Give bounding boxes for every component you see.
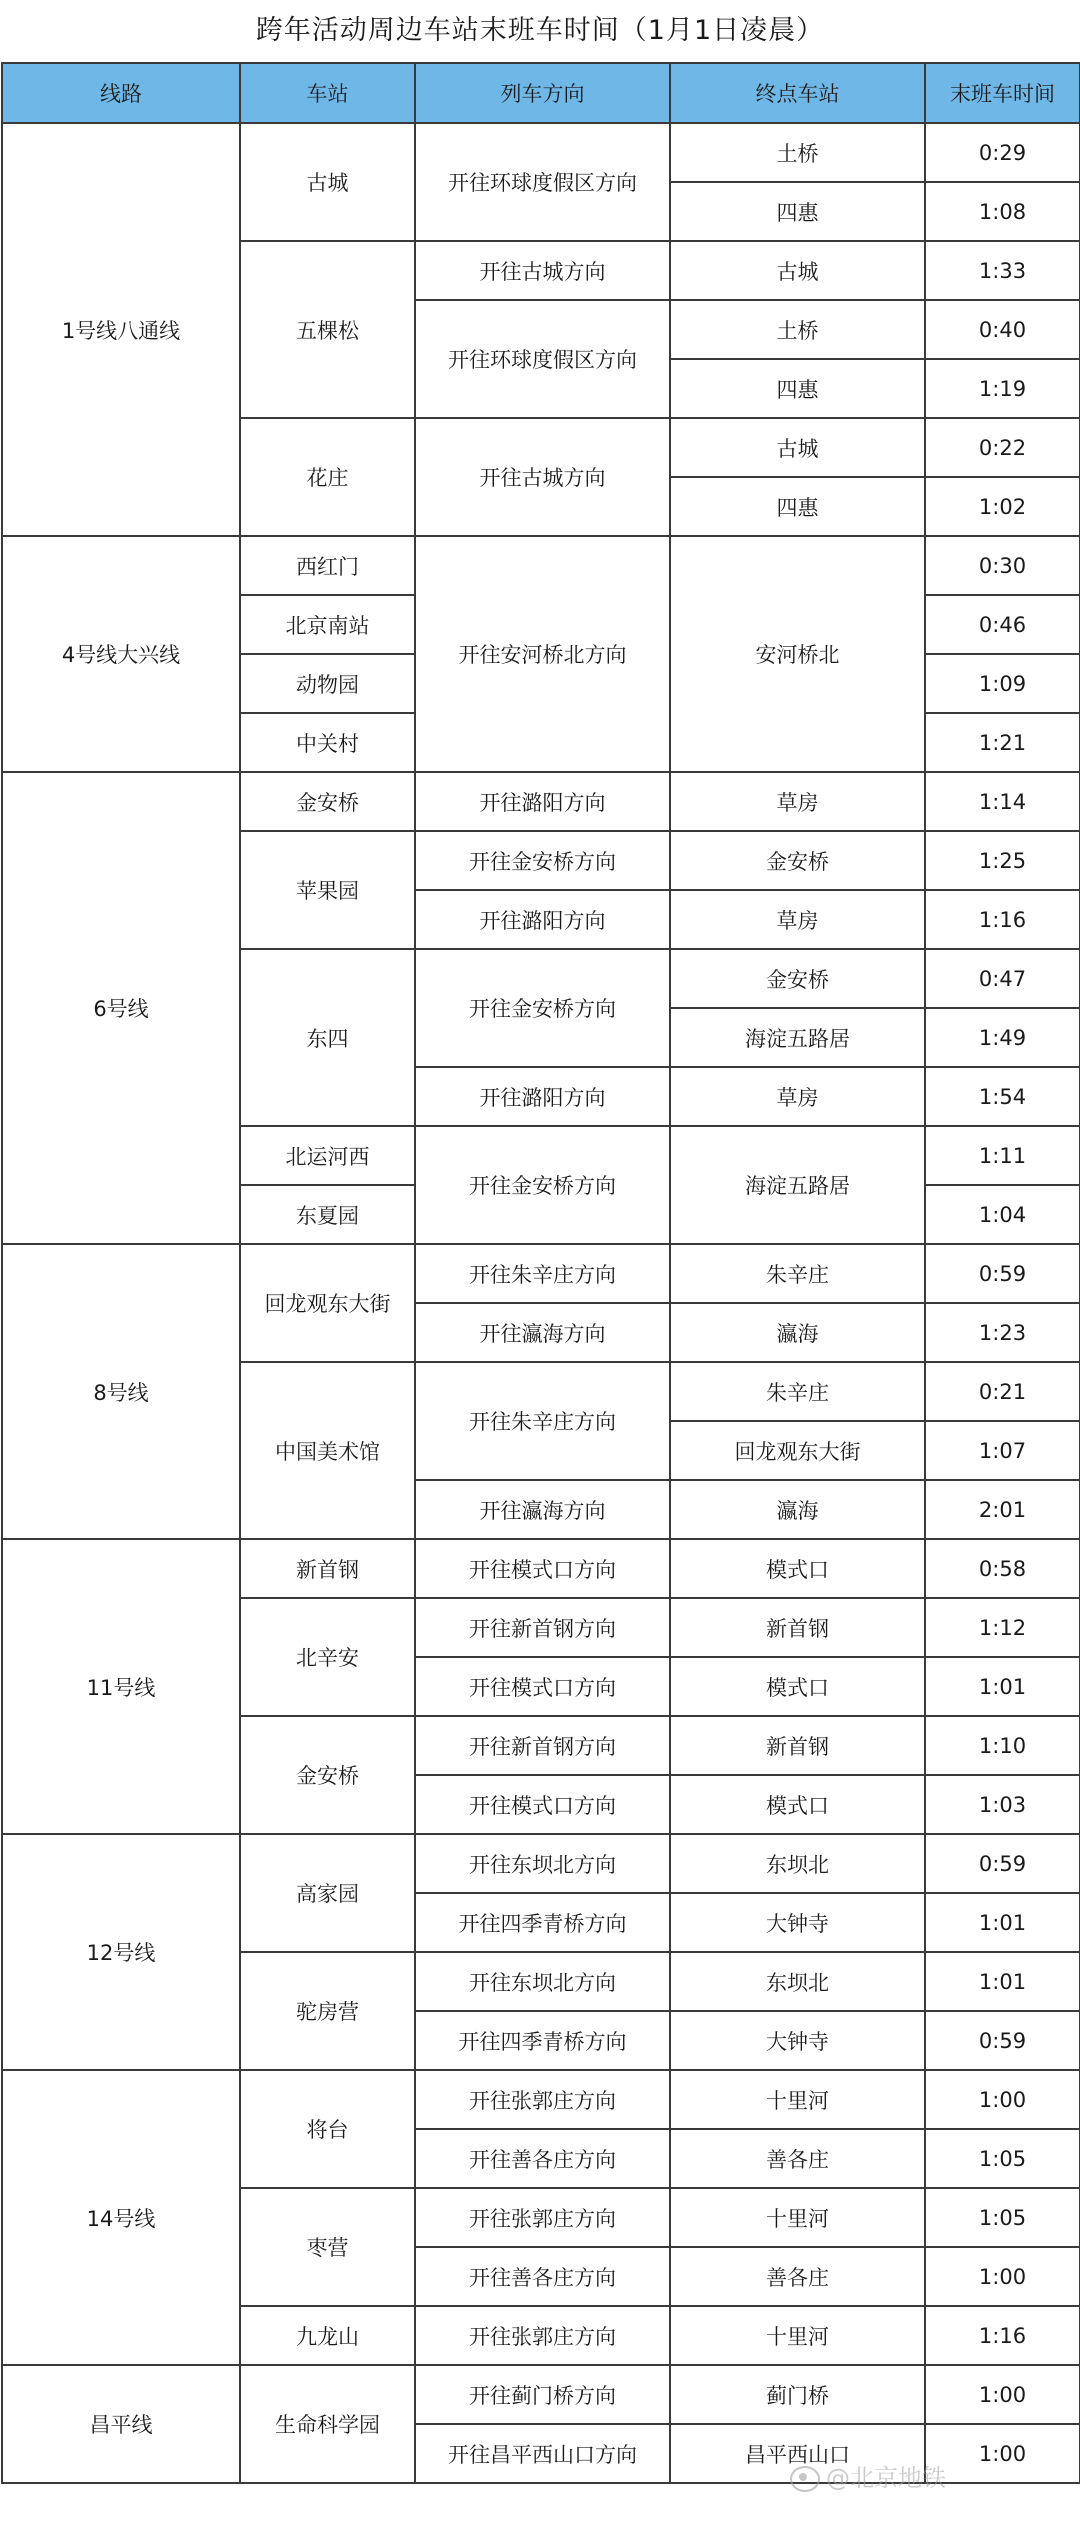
terminal-station: 古城 bbox=[670, 418, 925, 477]
station-name: 花庄 bbox=[240, 418, 415, 536]
header-row bbox=[2, 63, 1080, 123]
train-direction: 开往四季青桥方向 bbox=[415, 1893, 670, 1952]
terminal-station: 古城 bbox=[670, 241, 925, 300]
timetable-body bbox=[2, 123, 1080, 2483]
last-train-time: 1:00 bbox=[925, 2365, 1080, 2424]
train-direction: 开往新首钢方向 bbox=[415, 1598, 670, 1657]
last-train-time: 1:16 bbox=[925, 2306, 1080, 2365]
train-direction: 开往张郭庄方向 bbox=[415, 2306, 670, 2365]
station-name: 生命科学园 bbox=[240, 2365, 415, 2483]
terminal-station: 四惠 bbox=[670, 359, 925, 418]
table-row bbox=[2, 1244, 1080, 1303]
train-direction: 开往潞阳方向 bbox=[415, 772, 670, 831]
train-direction: 开往新首钢方向 bbox=[415, 1716, 670, 1775]
station-name: 北运河西 bbox=[240, 1126, 415, 1185]
table-row bbox=[2, 2365, 1080, 2424]
line-name: 8号线 bbox=[2, 1244, 240, 1539]
line-name: 6号线 bbox=[2, 772, 240, 1244]
station-name: 回龙观东大街 bbox=[240, 1244, 415, 1362]
last-train-time: 1:49 bbox=[925, 1008, 1080, 1067]
station-name: 东四 bbox=[240, 949, 415, 1126]
last-train-time: 1:19 bbox=[925, 359, 1080, 418]
train-direction: 开往张郭庄方向 bbox=[415, 2070, 670, 2129]
terminal-station: 东坝北 bbox=[670, 1834, 925, 1893]
terminal-station: 瀛海 bbox=[670, 1480, 925, 1539]
train-direction: 开往蓟门桥方向 bbox=[415, 2365, 670, 2424]
terminal-station: 大钟寺 bbox=[670, 1893, 925, 1952]
last-train-time: 1:00 bbox=[925, 2424, 1080, 2483]
last-train-time: 1:05 bbox=[925, 2129, 1080, 2188]
terminal-station: 朱辛庄 bbox=[670, 1244, 925, 1303]
train-direction: 开往潞阳方向 bbox=[415, 890, 670, 949]
station-name: 金安桥 bbox=[240, 772, 415, 831]
last-train-time: 1:00 bbox=[925, 2070, 1080, 2129]
last-train-time: 1:25 bbox=[925, 831, 1080, 890]
watermark-text: @北京地铁 bbox=[826, 2464, 946, 2492]
last-train-time: 1:14 bbox=[925, 772, 1080, 831]
terminal-station: 安河桥北 bbox=[670, 536, 925, 772]
last-train-time: 0:40 bbox=[925, 300, 1080, 359]
terminal-station: 大钟寺 bbox=[670, 2011, 925, 2070]
station-name: 五棵松 bbox=[240, 241, 415, 418]
station-name: 金安桥 bbox=[240, 1716, 415, 1834]
table-row bbox=[2, 536, 1080, 595]
last-train-time: 1:05 bbox=[925, 2188, 1080, 2247]
terminal-station: 瀛海 bbox=[670, 1303, 925, 1362]
line-name: 14号线 bbox=[2, 2070, 240, 2365]
header-last-train-time: 末班车时间 bbox=[925, 63, 1080, 123]
last-train-time: 1:11 bbox=[925, 1126, 1080, 1185]
last-train-time: 1:00 bbox=[925, 2247, 1080, 2306]
terminal-station: 东坝北 bbox=[670, 1952, 925, 2011]
terminal-station: 土桥 bbox=[670, 123, 925, 182]
train-direction: 开往安河桥北方向 bbox=[415, 536, 670, 772]
station-name: 新首钢 bbox=[240, 1539, 415, 1598]
train-direction: 开往瀛海方向 bbox=[415, 1303, 670, 1362]
terminal-station: 草房 bbox=[670, 890, 925, 949]
line-name: 4号线大兴线 bbox=[2, 536, 240, 772]
header-station: 车站 bbox=[240, 63, 415, 123]
station-name: 中关村 bbox=[240, 713, 415, 772]
station-name: 驼房营 bbox=[240, 1952, 415, 2070]
page-title: 跨年活动周边车站末班车时间（1月1日凌晨） bbox=[255, 15, 825, 46]
train-direction: 开往古城方向 bbox=[415, 418, 670, 536]
terminal-station: 新首钢 bbox=[670, 1716, 925, 1775]
terminal-station: 草房 bbox=[670, 1067, 925, 1126]
last-train-time: 1:23 bbox=[925, 1303, 1080, 1362]
train-direction: 开往模式口方向 bbox=[415, 1657, 670, 1716]
last-train-time: 0:59 bbox=[925, 1244, 1080, 1303]
terminal-station: 蓟门桥 bbox=[670, 2365, 925, 2424]
train-direction: 开往潞阳方向 bbox=[415, 1067, 670, 1126]
last-train-time: 0:46 bbox=[925, 595, 1080, 654]
train-direction: 开往古城方向 bbox=[415, 241, 670, 300]
terminal-station: 海淀五路居 bbox=[670, 1126, 925, 1244]
last-train-time: 0:47 bbox=[925, 949, 1080, 1008]
line-name: 11号线 bbox=[2, 1539, 240, 1834]
terminal-station: 善各庄 bbox=[670, 2247, 925, 2306]
last-train-time: 1:54 bbox=[925, 1067, 1080, 1126]
station-name: 枣营 bbox=[240, 2188, 415, 2306]
terminal-station: 回龙观东大街 bbox=[670, 1421, 925, 1480]
table-row bbox=[2, 1539, 1080, 1598]
last-train-time: 2:01 bbox=[925, 1480, 1080, 1539]
train-direction: 开往朱辛庄方向 bbox=[415, 1244, 670, 1303]
station-name: 北辛安 bbox=[240, 1598, 415, 1716]
header-direction: 列车方向 bbox=[415, 63, 670, 123]
station-name: 中国美术馆 bbox=[240, 1362, 415, 1539]
train-direction: 开往东坝北方向 bbox=[415, 1952, 670, 2011]
train-direction: 开往东坝北方向 bbox=[415, 1834, 670, 1893]
table-row bbox=[2, 772, 1080, 831]
last-train-time: 1:16 bbox=[925, 890, 1080, 949]
train-direction: 开往金安桥方向 bbox=[415, 1126, 670, 1244]
last-train-time: 1:21 bbox=[925, 713, 1080, 772]
train-direction: 开往善各庄方向 bbox=[415, 2247, 670, 2306]
train-direction: 开往张郭庄方向 bbox=[415, 2188, 670, 2247]
table-row bbox=[2, 2070, 1080, 2129]
header-line: 线路 bbox=[2, 63, 240, 123]
terminal-station: 新首钢 bbox=[670, 1598, 925, 1657]
terminal-station: 海淀五路居 bbox=[670, 1008, 925, 1067]
last-train-time: 1:02 bbox=[925, 477, 1080, 536]
terminal-station: 四惠 bbox=[670, 477, 925, 536]
train-direction: 开往四季青桥方向 bbox=[415, 2011, 670, 2070]
terminal-station: 昌平西山口 bbox=[670, 2424, 925, 2483]
train-direction: 开往昌平西山口方向 bbox=[415, 2424, 670, 2483]
last-train-time: 1:01 bbox=[925, 1657, 1080, 1716]
last-train-time: 0:30 bbox=[925, 536, 1080, 595]
terminal-station: 十里河 bbox=[670, 2306, 925, 2365]
last-train-time: 1:08 bbox=[925, 182, 1080, 241]
terminal-station: 朱辛庄 bbox=[670, 1362, 925, 1421]
train-direction: 开往环球度假区方向 bbox=[415, 123, 670, 241]
last-train-time: 0:22 bbox=[925, 418, 1080, 477]
last-train-time: 1:07 bbox=[925, 1421, 1080, 1480]
last-train-time: 0:21 bbox=[925, 1362, 1080, 1421]
station-name: 北京南站 bbox=[240, 595, 415, 654]
last-train-time: 1:03 bbox=[925, 1775, 1080, 1834]
station-name: 动物园 bbox=[240, 654, 415, 713]
train-direction: 开往金安桥方向 bbox=[415, 949, 670, 1067]
last-train-time: 1:09 bbox=[925, 654, 1080, 713]
terminal-station: 四惠 bbox=[670, 182, 925, 241]
station-name: 苹果园 bbox=[240, 831, 415, 949]
train-direction: 开往善各庄方向 bbox=[415, 2129, 670, 2188]
line-name: 昌平线 bbox=[2, 2365, 240, 2483]
last-train-time: 0:29 bbox=[925, 123, 1080, 182]
last-train-time: 1:01 bbox=[925, 1893, 1080, 1952]
terminal-station: 草房 bbox=[670, 772, 925, 831]
last-train-time: 1:01 bbox=[925, 1952, 1080, 2011]
table-row bbox=[2, 123, 1080, 182]
line-name: 12号线 bbox=[2, 1834, 240, 2070]
terminal-station: 善各庄 bbox=[670, 2129, 925, 2188]
station-name: 东夏园 bbox=[240, 1185, 415, 1244]
terminal-station: 模式口 bbox=[670, 1775, 925, 1834]
last-train-time: 1:33 bbox=[925, 241, 1080, 300]
station-name: 高家园 bbox=[240, 1834, 415, 1952]
station-name: 古城 bbox=[240, 123, 415, 241]
train-direction: 开往朱辛庄方向 bbox=[415, 1362, 670, 1480]
terminal-station: 十里河 bbox=[670, 2070, 925, 2129]
header-terminal: 终点车站 bbox=[670, 63, 925, 123]
terminal-station: 模式口 bbox=[670, 1657, 925, 1716]
station-name: 西红门 bbox=[240, 536, 415, 595]
last-train-time: 0:59 bbox=[925, 2011, 1080, 2070]
last-train-time: 1:12 bbox=[925, 1598, 1080, 1657]
train-direction: 开往环球度假区方向 bbox=[415, 300, 670, 418]
terminal-station: 模式口 bbox=[670, 1539, 925, 1598]
terminal-station: 金安桥 bbox=[670, 831, 925, 890]
terminal-station: 金安桥 bbox=[670, 949, 925, 1008]
train-direction: 开往模式口方向 bbox=[415, 1539, 670, 1598]
last-train-time: 1:10 bbox=[925, 1716, 1080, 1775]
train-direction: 开往金安桥方向 bbox=[415, 831, 670, 890]
table-row bbox=[2, 1834, 1080, 1893]
terminal-station: 十里河 bbox=[670, 2188, 925, 2247]
station-name: 九龙山 bbox=[240, 2306, 415, 2365]
terminal-station: 土桥 bbox=[670, 300, 925, 359]
line-name: 1号线八通线 bbox=[2, 123, 240, 536]
last-train-time: 1:04 bbox=[925, 1185, 1080, 1244]
train-direction: 开往瀛海方向 bbox=[415, 1480, 670, 1539]
last-train-time: 0:58 bbox=[925, 1539, 1080, 1598]
last-train-time: 0:59 bbox=[925, 1834, 1080, 1893]
station-name: 将台 bbox=[240, 2070, 415, 2188]
timetable bbox=[1, 62, 1080, 2484]
train-direction: 开往模式口方向 bbox=[415, 1775, 670, 1834]
